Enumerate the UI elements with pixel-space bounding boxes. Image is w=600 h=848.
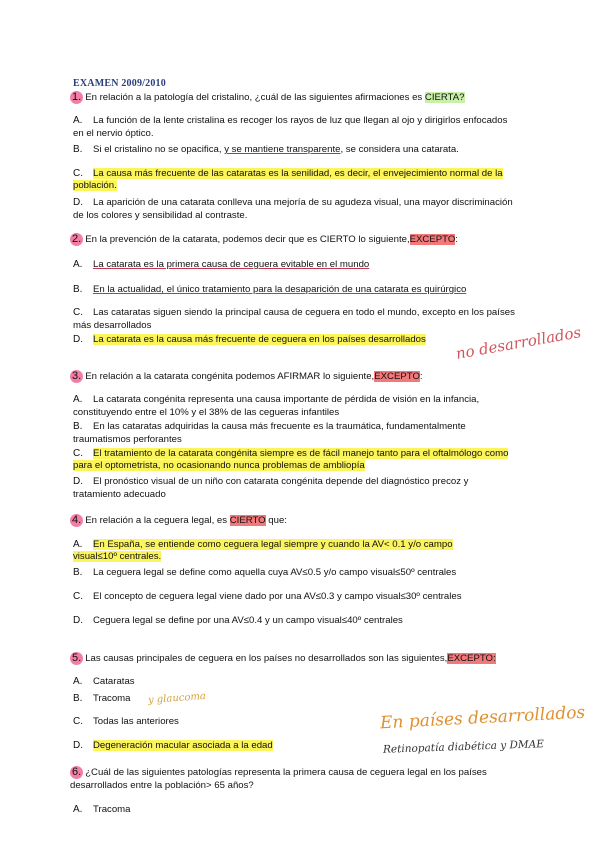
- exam-title: EXAMEN 2009/2010: [73, 78, 166, 89]
- q4-option-a-cont: visual≤10º centrales.: [73, 551, 162, 562]
- q1-option-c-cont: población.: [73, 180, 117, 191]
- key-word: EXCEPTO:: [447, 653, 496, 664]
- question-2: 2. En la prevención de la catarata, podemos decir que es CIERTO lo siguiente,EXCEPTO:: [72, 233, 458, 245]
- q3-option-a: A. La catarata congénita representa una causa importante de pérdida de visión en la infancia, constituyendo entre el 10% y el 38% de las cegueras infantiles: [73, 394, 480, 418]
- question-number: 1.: [72, 91, 82, 103]
- q1-option-d: D. La aparición de una catarata conlleva una mejoría de su agudeza visual, una mayor discriminación de los colores y sensibilidad al contraste.: [73, 197, 513, 221]
- q5-option-b: B. Tracoma: [73, 693, 131, 704]
- q2-option-d: D. La catarata es la causa más frecuente de ceguera en los países desarrollados: [73, 334, 426, 345]
- q5-option-d: D. Degeneración macular asociada a la edad: [73, 740, 273, 751]
- q5-option-c: C. Todas las anteriores: [73, 716, 179, 727]
- handwritten-note: y glaucoma: [147, 690, 207, 707]
- q3-option-d: D. El pronóstico visual de un niño con catarata congénita depende del diagnóstico precoz y tratamiento adecuado: [73, 476, 469, 500]
- q6-option-a: A. Tracoma: [73, 804, 131, 815]
- question-1: 1. En relación a la patología del cristalino, ¿cuál de las siguientes afirmaciones es CIERTA?: [72, 91, 465, 103]
- q1-option-a: A. La función de la lente cristalina es recoger los rayos de luz que llegan al ojo y dirigirlos enfocados en el nervio óptico.: [73, 115, 508, 139]
- q2-option-c: C. Las cataratas siguen siendo la principal causa de ceguera en todo el mundo, excepto en los países más desarrollados: [73, 307, 515, 331]
- question-number: 4.: [72, 514, 82, 526]
- question-number: 2.: [72, 233, 82, 245]
- q5-option-a: A. Cataratas: [73, 676, 135, 687]
- key-word: CIERTO: [229, 515, 266, 526]
- question-6: 6. ¿Cuál de las siguientes patologías representa la primera causa de ceguera legal en los países desarrollados entre la población> 65 años?: [70, 766, 487, 791]
- key-word: EXCEPTO: [374, 371, 420, 382]
- q3-option-c: C. El tratamiento de la catarata congénita siempre es de fácil manejo tanto para el oftalmólogo como: [73, 448, 509, 459]
- q1-option-c: C. La causa más frecuente de las cataratas es la senilidad, es decir, el envejecimiento normal de la: [73, 168, 503, 179]
- question-number: 6.: [72, 766, 82, 778]
- handwritten-note: En países desarrollados: [379, 702, 586, 734]
- question-4: 4. En relación a la ceguera legal, es CIERTO que:: [72, 514, 287, 526]
- question-5: 5. Las causas principales de ceguera en los países no desarrollados son las siguientes,EXCEPTO:: [72, 652, 496, 664]
- question-3: 3. En relación a la catarata congénita podemos AFIRMAR lo siguiente,EXCEPTO:: [72, 370, 423, 382]
- q2-option-b: B. En la actualidad, el único tratamiento para la desaparición de una catarata es quirúrgico: [73, 284, 467, 295]
- q4-option-a: A. En España, se entiende como ceguera legal siempre y cuando la AV< 0.1 y/o campo: [73, 539, 453, 550]
- q1-option-b: B. Si el cristalino no se opacifica, y se mantiene transparente, se considera una catarata.: [73, 144, 459, 155]
- question-number: 3.: [72, 370, 82, 382]
- handwritten-note: no desarrollados: [454, 323, 583, 363]
- q4-option-d: D. Ceguera legal se define por una AV≤0.4 y un campo visual≤40º centrales: [73, 615, 403, 626]
- key-word: EXCEPTO: [409, 234, 456, 245]
- handwritten-note: Retinopatía diabética y DMAE: [382, 738, 545, 756]
- q2-option-a: A. La catarata es la primera causa de ceguera evitable en el mundo: [73, 259, 370, 270]
- key-word: CIERTA?: [424, 92, 465, 103]
- q4-option-c: C. El concepto de ceguera legal viene dado por una AV≤0.3 y campo visual≤30º centrales: [73, 591, 462, 602]
- q3-option-c-cont: para el optometrista, no ocasionando nunca problemas de ambliopía: [73, 460, 365, 471]
- question-number: 5.: [72, 652, 82, 664]
- q4-option-b: B. La ceguera legal se define como aquella cuya AV≤0.5 y/o campo visual≤50º centrales: [73, 567, 457, 578]
- q3-option-b: B. En las cataratas adquiridas la causa más frecuente es la traumática, fundamentalmente traumatismos perforantes: [73, 421, 466, 445]
